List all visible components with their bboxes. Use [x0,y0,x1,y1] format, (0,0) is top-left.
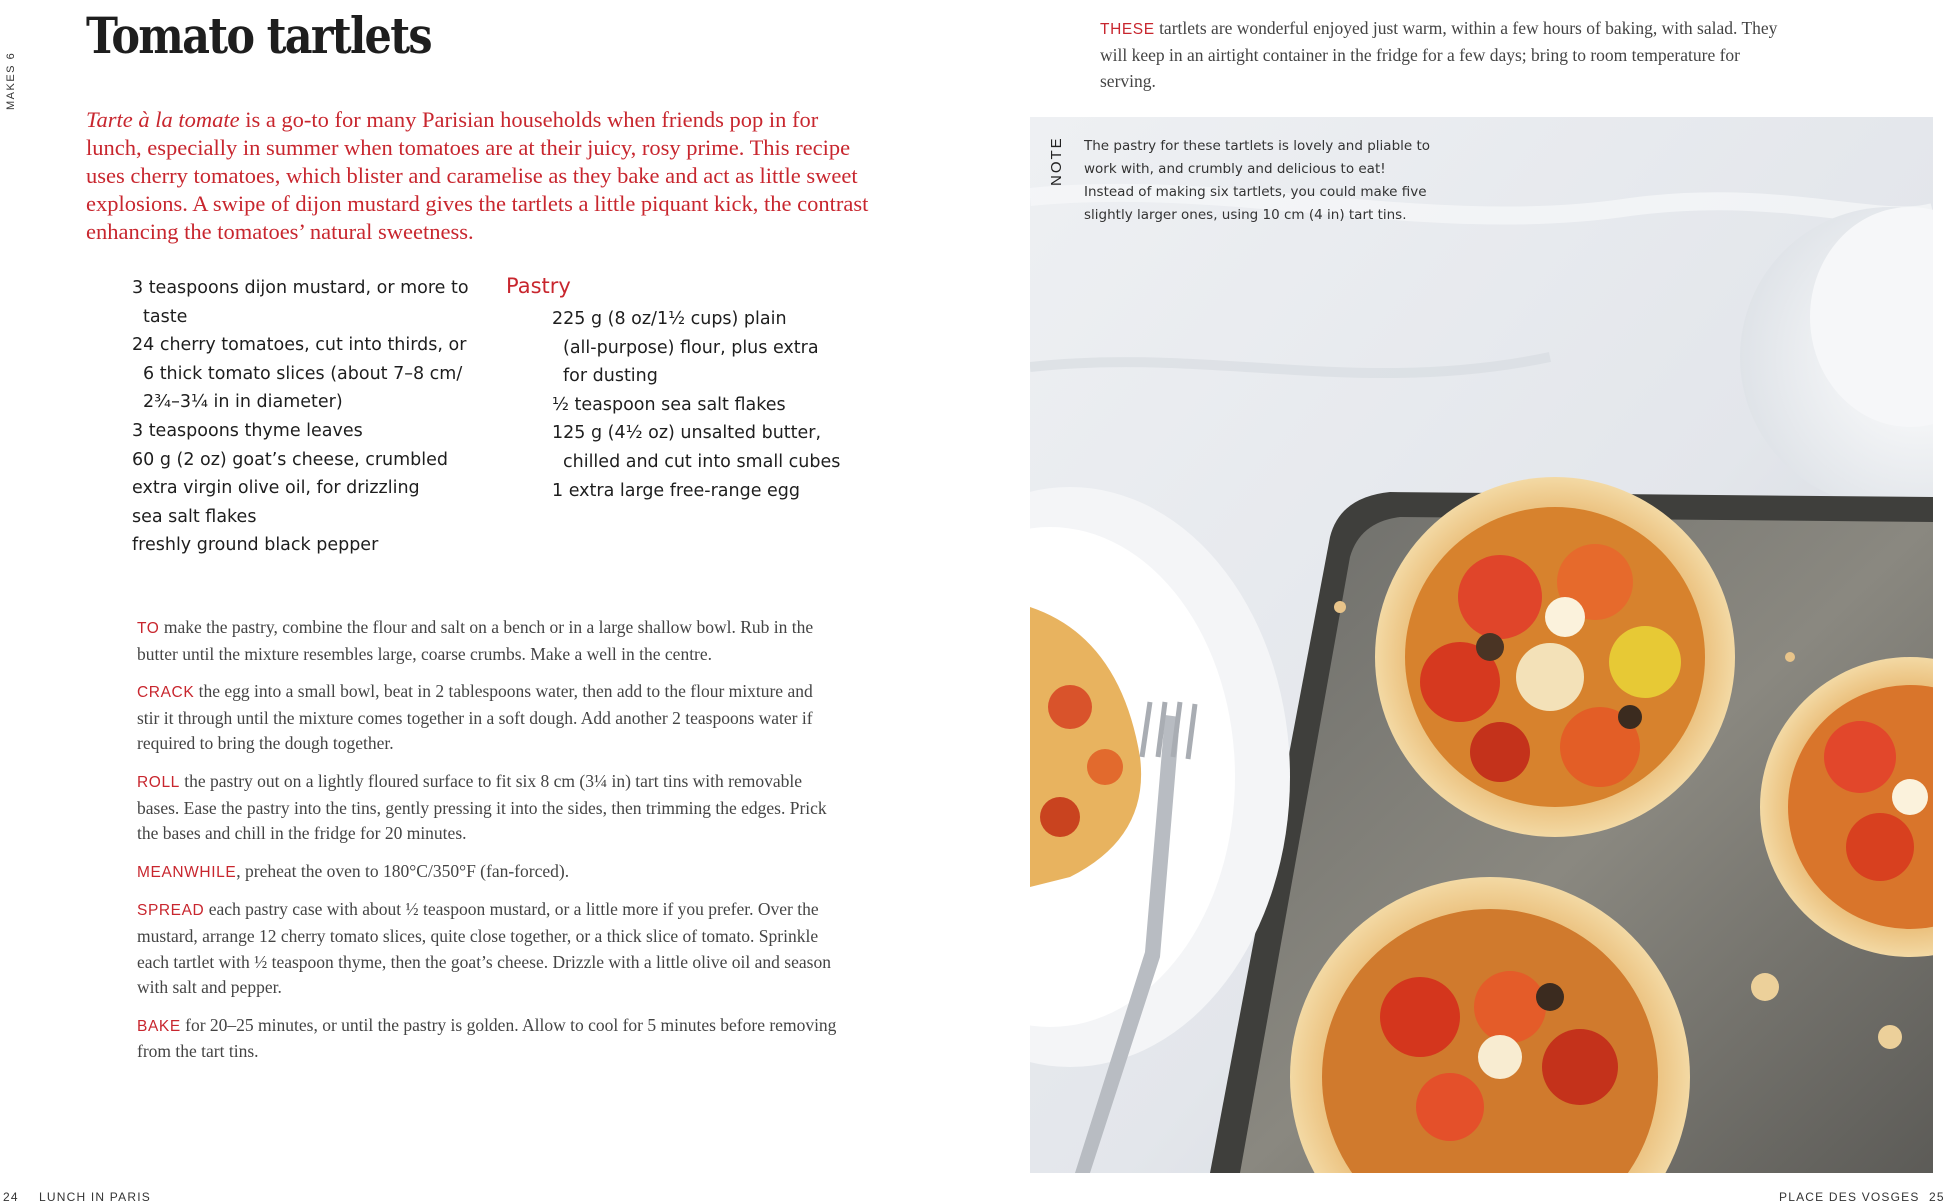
pastry-ingredient-line: (all-purpose) flour, plus extra [563,337,819,358]
method-step [137,769,837,847]
pastry-ingredient-line: ½ teaspoon sea salt flakes [552,394,786,415]
ingredient-line: extra virgin olive oil, for drizzling [132,478,420,499]
ingredient-line: 3 teaspoons thyme leaves [132,420,363,441]
tartlets-photo [1030,117,1933,1173]
ingredients-list [132,274,492,560]
step-text: each pastry case with about ½ teaspoon mustard, or a little more if you prefer. Over the mustard, arrange 12 cherry tomato slices, quite close together, or a thick slice of tomato. Sprinkle each tartlet with ½ teaspoon thyme, then the goat’s cheese. Drizzle with a little olive oil and season with salt and pepper. [137,899,831,998]
intro-italic: Tarte à la tomate [86,107,240,132]
makes-label: MAKES 6 [5,51,17,110]
ingredient-line: 2¾–3¼ in in diameter) [143,392,343,413]
ingredient-line: taste [143,306,188,327]
ingredient-line: sea salt flakes [132,506,257,527]
ingredient-line: 6 thick tomato slices (about 7–8 cm/ [143,363,463,384]
method-steps [137,615,837,1077]
pastry-ingredient-line: for dusting [563,366,658,387]
ingredient-line: freshly ground black pepper [132,535,379,556]
pastry-ingredients-list [552,305,852,505]
section-title-footer: PLACE DES VOSGES [1779,1190,1920,1204]
step-text: , preheat the oven to 180°C/350°F (fan-forced). [236,860,570,881]
ingredient-line: 3 teaspoons dijon mustard, or more to [132,278,469,298]
right-page-number: 25 [1929,1190,1945,1204]
pastry-ingredient-line: 225 g (8 oz/1½ cups) plain [552,309,787,329]
step-text: the pastry out on a lightly floured surface to fit six 8 cm (3¼ in) tart tins with removable bases. Ease the pastry into the tins, gently pressing it into the sides, then trimming the edges. Prick the bases and chill in the fridge for 20 minutes. [137,770,827,844]
method-step [137,897,837,1000]
serving-keyword: THESE [1100,21,1155,38]
intro-paragraph [86,106,876,246]
method-step [137,679,837,757]
method-step [137,859,837,886]
step-keyword: TO [137,620,160,637]
step-keyword: BAKE [137,1017,181,1035]
pastry-ingredient-line: chilled and cut into small cubes [563,451,841,472]
step-keyword: CRACK [137,684,195,702]
note-label: NOTE [1048,136,1065,186]
ingredient-line: 60 g (2 oz) goat’s cheese, crumbled [132,449,449,470]
pastry-heading: Pastry [506,274,571,298]
serving-paragraph [1100,16,1790,94]
book-title-footer: LUNCH IN PARIS [39,1190,151,1204]
pastry-ingredient-line: 125 g (4½ oz) unsalted butter, [552,423,822,444]
step-text: the egg into a small bowl, beat in 2 tablespoons water, then add to the flour mixture and stir it through until the mixture comes together in a soft dough. Add another 2 teaspoons water if required to bring the dough together. [137,681,813,754]
pastry-ingredient-line: 1 extra large free-range egg [552,480,801,501]
step-keyword: SPREAD [137,902,205,920]
recipe-title: Tomato tartlets [86,6,431,65]
step-keyword: ROLL [137,773,180,791]
left-page-number: 24 [3,1190,19,1204]
step-text: make the pastry, combine the flour and salt on a bench or in a large shallow bowl. Rub in the butter until the mixture resembles large, coarse crumbs. Make a well in the centre. [137,617,814,664]
step-keyword: MEANWHILE [137,863,237,881]
step-text: for 20–25 minutes, or until the pastry is golden. Allow to cool for 5 minutes before removing from the tart tins. [137,1014,837,1062]
note-text: The pastry for these tartlets is lovely and pliable to work with, and crumbly and delicious to eat! Instead of making six tartlets, you could make five slightly larger ones, using 10 cm (4 in) tart tins. [1084,138,1431,223]
method-step [137,1013,837,1065]
method-step [137,615,837,667]
ingredient-line: 24 cherry tomatoes, cut into thirds, or [132,335,467,356]
intro-text: is a go-to for many Parisian households when friends pop in for lunch, especially in summer when tomatoes are at their juicy, rosy prime. This recipe uses cherry tomatoes, which blister and caramelise as they bake and act as little sweet explosions. A swipe of dijon mustard gives the tartlets a little piquant kick, the contrast enhancing the tomatoes’ natural sweetness. [86,107,869,244]
serving-text: tartlets are wonderful enjoyed just warm, within a few hours of baking, with salad. They will keep in an airtight container in the fridge for a few days; bring to room temperature for serving. [1100,18,1778,91]
